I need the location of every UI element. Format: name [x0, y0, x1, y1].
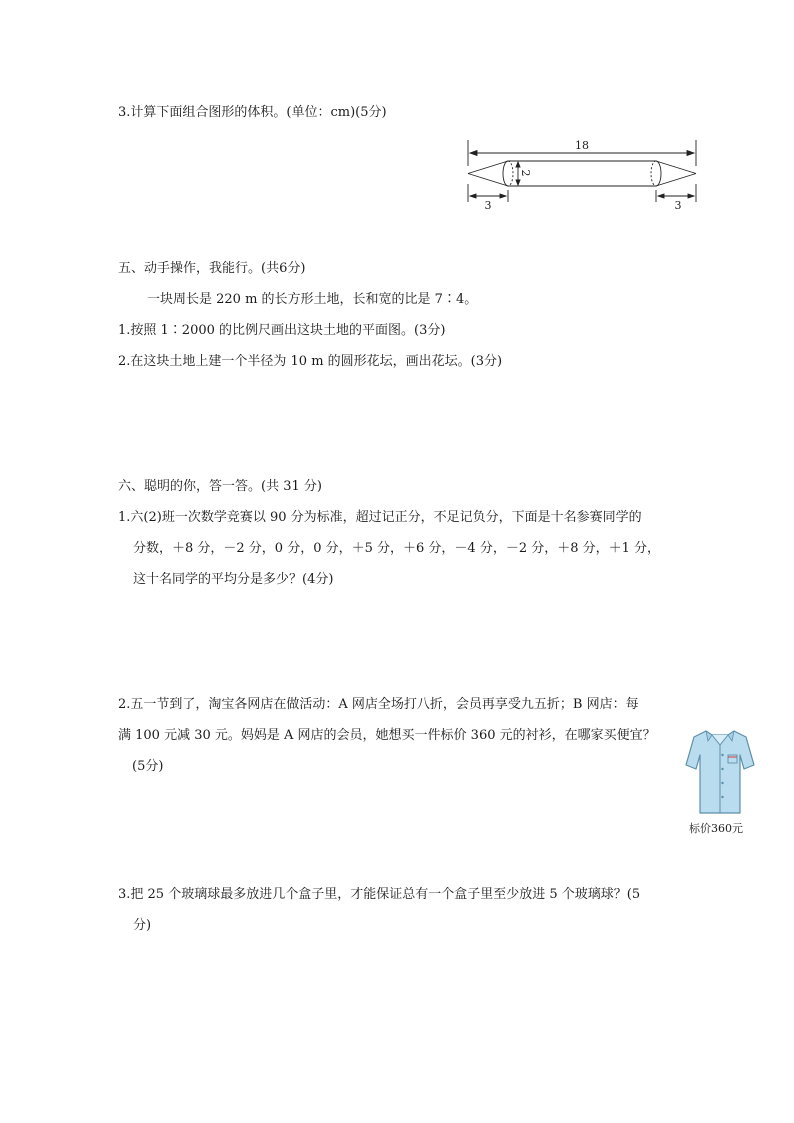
question-6-2-line1: 2.五一节到了，淘宝各网店在做活动：A 网店全场打八折，会员再享受九五折；B 网店：每: [118, 697, 639, 712]
question-4-3: 3.计算下面组合图形的体积。(单位：cm)(5分): [118, 105, 387, 120]
shirt-image: [684, 725, 756, 817]
question-6-3-line2: 分): [133, 918, 152, 933]
question-5-1: 1.按照 1∶2000 的比例尺画出这块土地的平面图。(3分): [118, 323, 446, 338]
figure-right-cone-label: 3: [674, 199, 682, 212]
shirt-price-caption: 标价360元: [689, 822, 743, 835]
section-5-heading: 五、动手操作，我能行。(共6分): [118, 261, 306, 276]
figure-length-label: 18: [575, 139, 589, 152]
question-5-2: 2.在这块土地上建一个半径为 10 m 的圆形花坛，画出花坛。(3分): [118, 354, 503, 369]
figure-left-cone-label: 3: [484, 199, 492, 212]
question-6-2-line3: (5分): [132, 759, 164, 774]
question-6-2-line2: 满 100 元减 30 元。妈妈是 A 网店的会员，她想买一件标价 360 元的衬衫，在哪家买便宜？: [118, 728, 656, 743]
question-6-1-line1: 1.六(2)班一次数学竞赛以 90 分为标准，超过记正分，不足记负分，下面是十名参赛同学的: [118, 510, 642, 525]
figure-diameter-label: 2: [519, 169, 532, 177]
cylinder-cone-figure: [462, 136, 707, 214]
question-6-3-line1: 3.把 25 个玻璃球最多放进几个盒子里，才能保证总有一个盒子里至少放进 5 个玻璃球？(5: [118, 887, 641, 902]
section-5-intro: 一块周长是 220 m 的长方形土地，长和宽的比是 7∶4。: [147, 292, 478, 307]
question-6-1-line3: 这十名同学的平均分是多少？(4分): [133, 572, 334, 587]
question-6-1-line2: 分数，＋8 分，－2 分，0 分，0 分，＋5 分，＋6 分，－4 分，－2 分，＋8 分，＋1 分，: [133, 541, 661, 556]
section-6-heading: 六、聪明的你，答一答。(共 31 分): [118, 479, 322, 494]
